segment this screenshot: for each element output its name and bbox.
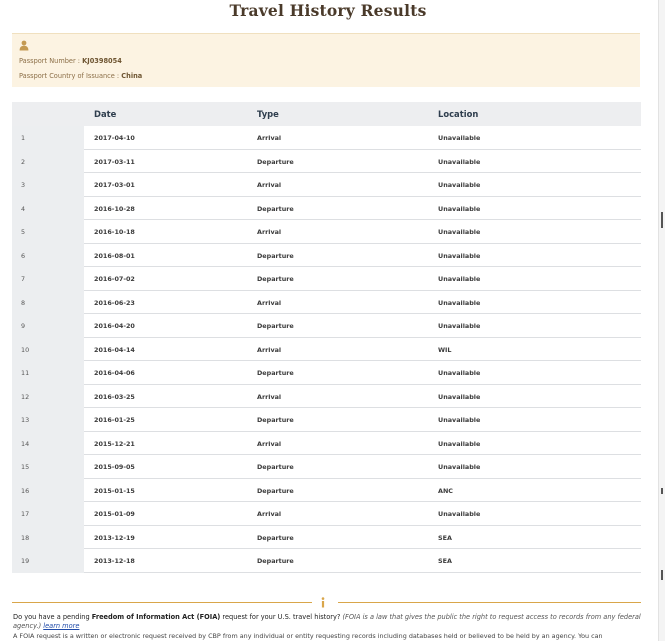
row-number: 8 [21,298,26,307]
table-row [12,549,641,573]
row-location: Unavailable [438,392,481,401]
row-type: Departure [257,275,294,283]
row-date: 2016-01-25 [94,416,135,424]
row-location: Unavailable [438,298,481,307]
passport-country [19,72,142,80]
table-row [12,314,641,338]
row-type: Arrival [257,439,282,448]
passport-info-panel [12,33,640,87]
row-location: Unavailable [438,439,481,448]
scroll-marker [661,212,663,228]
row-type: Arrival [257,298,282,307]
row-location: Unavailable [438,251,481,260]
row-type: Departure [257,416,294,424]
row-location: Unavailable [438,181,481,189]
row-number: 3 [21,181,26,189]
row-location: SEA [438,557,452,565]
row-location: Unavailable [438,228,481,236]
table-row [12,338,641,362]
row-date: 2017-03-11 [94,157,135,166]
row-location: Unavailable [438,463,481,471]
row-location: Unavailable [438,416,481,424]
row-number: 13 [21,416,30,424]
row-number: 19 [21,557,30,565]
row-type: Arrival [257,228,282,236]
row-number: 1 [21,134,26,142]
row-location: Unavailable [438,204,481,213]
user-icon [19,40,29,51]
row-location: Unavailable [438,510,481,518]
column-header-location: Location [438,109,479,119]
table-header [12,102,641,126]
foia-note: (FOIA is a law that gives the public the right to request access to records from any federal agency.) [13,613,641,630]
row-date: 2016-04-06 [94,369,135,377]
row-date: 2016-04-14 [94,345,135,354]
table-row [12,150,641,174]
row-divider [84,572,641,573]
row-location: WIL [438,345,452,354]
table-row [12,267,641,291]
row-date: 2015-09-05 [94,463,135,471]
table-row [12,173,641,197]
row-type: Departure [257,204,294,213]
row-location: Unavailable [438,157,481,166]
column-header-date: Date [94,109,117,119]
learn-more-link[interactable]: learn more [43,622,80,630]
column-header-type: Type [257,109,279,119]
row-location: SEA [438,533,452,542]
passport-country-label: Passport Country of Issuance : [19,72,120,80]
passport-number-label: Passport Number : [19,57,81,65]
row-location: Unavailable [438,134,481,142]
row-date: 2013-12-19 [94,533,135,542]
row-number: 15 [21,463,30,471]
row-type: Departure [257,486,294,495]
row-type: Departure [257,533,294,542]
table-row [12,361,641,385]
row-number: 4 [21,204,26,213]
row-date: 2016-10-28 [94,204,135,213]
row-type: Departure [257,251,294,260]
foia-question-suffix: request for your U.S. travel history? [220,613,341,621]
table-row [12,526,641,550]
info-icon [318,597,328,608]
foia-question-prefix: Do you have a pending [13,613,92,621]
row-number: 5 [21,228,26,236]
row-number: 17 [21,510,30,518]
scrollbar[interactable] [658,0,665,641]
table-row [12,126,641,150]
row-type: Departure [257,369,294,377]
row-location: ANC [438,486,453,495]
row-type: Arrival [257,134,282,142]
foia-question [13,613,643,631]
scroll-marker [661,570,663,580]
row-number: 6 [21,251,26,260]
table-row [12,432,641,456]
row-number: 18 [21,533,30,542]
table-row [12,291,641,315]
row-type: Arrival [257,392,282,401]
row-type: Departure [257,322,294,330]
table-row [12,455,641,479]
row-type: Arrival [257,345,282,354]
foia-question-bold: Freedom of Information Act (FOIA) [91,613,221,621]
table-row [12,385,641,409]
row-location: Unavailable [438,369,481,377]
row-number: 14 [21,439,30,448]
row-date: 2016-03-25 [94,392,135,401]
table-row [12,197,641,221]
row-date: 2016-10-18 [94,228,135,236]
row-number: 10 [21,345,30,354]
table-row [12,244,641,268]
passport-number [19,57,122,65]
table-row [12,220,641,244]
travel-history-table [12,102,641,573]
scroll-marker [661,488,663,494]
row-type: Departure [257,157,294,166]
row-location: Unavailable [438,275,481,283]
row-date: 2015-12-21 [94,439,135,448]
page-title: Travel History Results [229,1,427,20]
row-date: 2013-12-18 [94,557,135,565]
row-date: 2016-08-01 [94,251,135,260]
row-date: 2016-07-02 [94,275,135,283]
row-number: 11 [21,369,30,377]
row-date: 2016-06-23 [94,298,135,307]
row-date: 2017-04-10 [94,134,135,142]
table-row [12,502,641,526]
row-date: 2015-01-09 [94,510,135,518]
table-row [12,408,641,432]
row-date: 2015-01-15 [94,486,135,495]
row-type: Arrival [257,510,282,518]
row-number: 12 [21,392,30,401]
row-date: 2016-04-20 [94,322,135,330]
passport-number-value: KJ0398054 [82,57,122,65]
row-number: 9 [21,322,26,330]
row-number: 7 [21,275,26,283]
row-date: 2017-03-01 [94,181,135,189]
row-number: 16 [21,486,30,495]
row-type: Departure [257,557,294,565]
row-number: 2 [21,157,26,166]
row-type: Departure [257,463,294,471]
table-row [12,479,641,503]
row-location: Unavailable [438,322,481,330]
passport-country-value: China [121,72,143,80]
foia-description: A FOIA request is a written or electronic request received by CBP from any individual or entity requesting records including databases held or believed to be held by an agency. You can [13,632,603,640]
table-body [12,126,641,573]
row-type: Arrival [257,181,282,189]
